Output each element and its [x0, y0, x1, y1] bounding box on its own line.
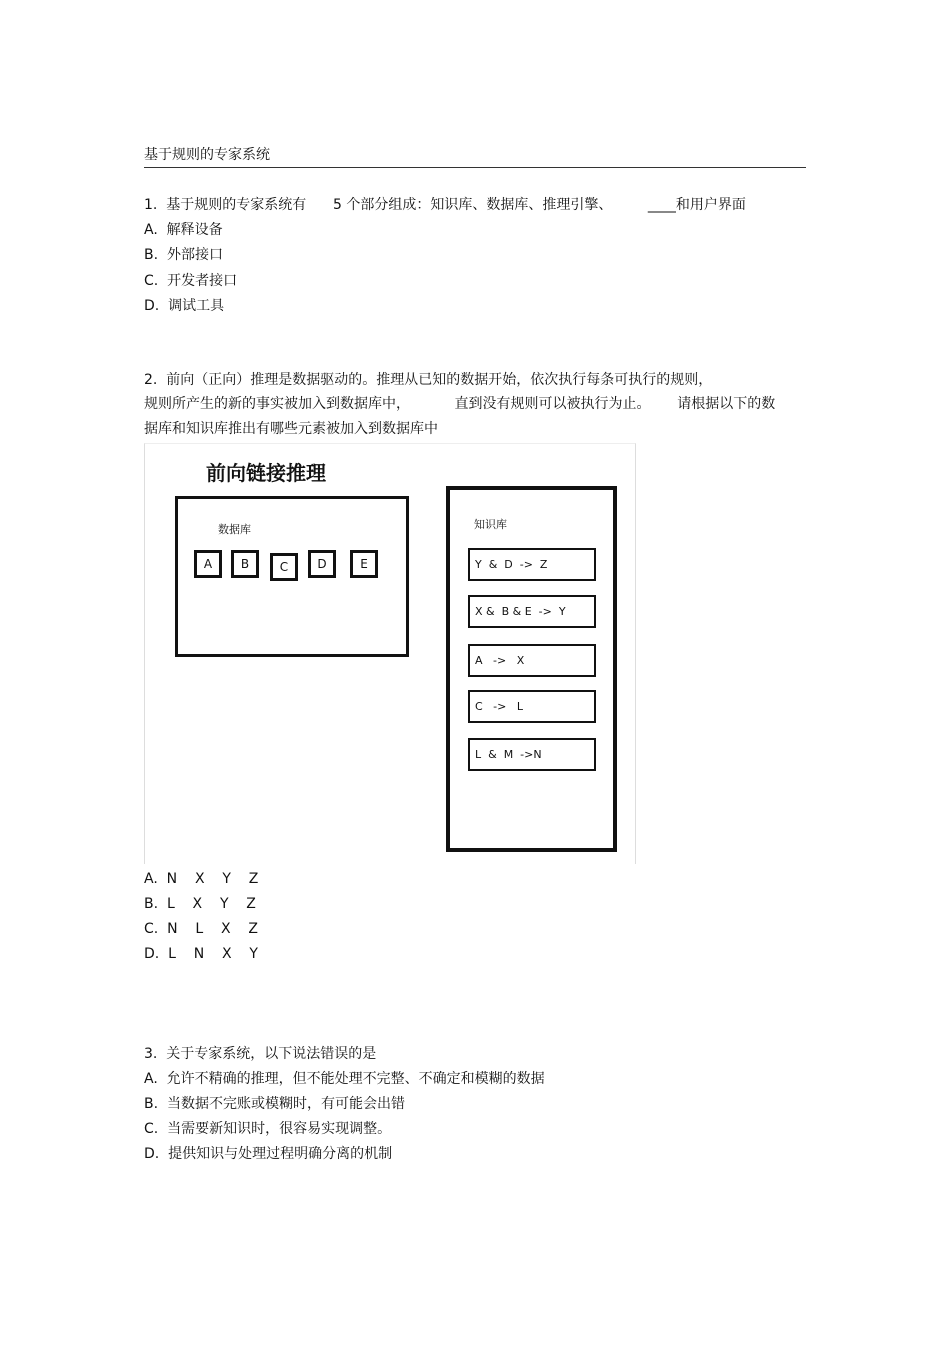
q2-option-c: C. N L X Z	[144, 921, 258, 937]
document-title: 基于规则的专家系统	[144, 147, 270, 163]
knowledge-base-box	[446, 486, 617, 852]
q2-option-a: A. N X Y Z	[144, 871, 259, 887]
q3-option-c: C. 当需要新知识时，很容易实现调整。	[144, 1121, 392, 1137]
q3-option-b: B. 当数据不完账或模糊时，有可能会出错	[144, 1096, 405, 1112]
rule-3: A -> X	[468, 644, 596, 677]
q2-stem-line-2: 规则所产生的新的事实被加入到数据库中， 直到没有规则可以被执行为止。 请根据以下的数	[144, 396, 776, 412]
q2-stem-line-3: 据库和知识库推出有哪些元素被加入到数据库中	[144, 421, 438, 437]
q1-option-d: D. 调试工具	[144, 298, 225, 314]
database-item-d: D	[308, 550, 336, 578]
q1-option-c: C. 开发者接口	[144, 273, 238, 289]
rule-1: Y & D -> Z	[468, 548, 596, 581]
q2-option-b: B. L X Y Z	[144, 896, 256, 912]
database-item-e: E	[350, 550, 378, 578]
q3-option-d: D. 提供知识与处理过程明确分离的机制	[144, 1146, 393, 1162]
figure-title: 前向链接推理	[206, 461, 326, 485]
database-box	[175, 496, 409, 657]
database-item-c: C	[270, 553, 298, 581]
database-label: 数据库	[218, 523, 251, 536]
rule-4: C -> L	[468, 690, 596, 723]
q1-option-b: B. 外部接口	[144, 247, 223, 263]
database-item-a: A	[194, 550, 222, 578]
title-divider	[144, 167, 806, 168]
rule-5: L & M ->N	[468, 738, 596, 771]
rule-2: X & B & E -> Y	[468, 595, 596, 628]
q2-stem-line-1: 2. 前向（正向）推理是数据驱动的。推理从已知的数据开始，依次执行每条可执行的规则，	[144, 372, 713, 388]
knowledge-base-label: 知识库	[474, 518, 507, 531]
q2-option-d: D. L N X Y	[144, 946, 258, 962]
q3-stem: 3. 关于专家系统，以下说法错误的是	[144, 1046, 377, 1062]
q3-option-a: A. 允许不精确的推理，但不能处理不完整、不确定和模糊的数据	[144, 1071, 545, 1087]
q1-option-a: A. 解释设备	[144, 222, 223, 238]
q1-stem: 1. 基于规则的专家系统有 5 个部分组成：知识库、数据库、推理引擎、 ____和用户界面	[144, 197, 746, 213]
database-item-b: B	[231, 550, 259, 578]
forward-chaining-figure	[144, 443, 636, 864]
